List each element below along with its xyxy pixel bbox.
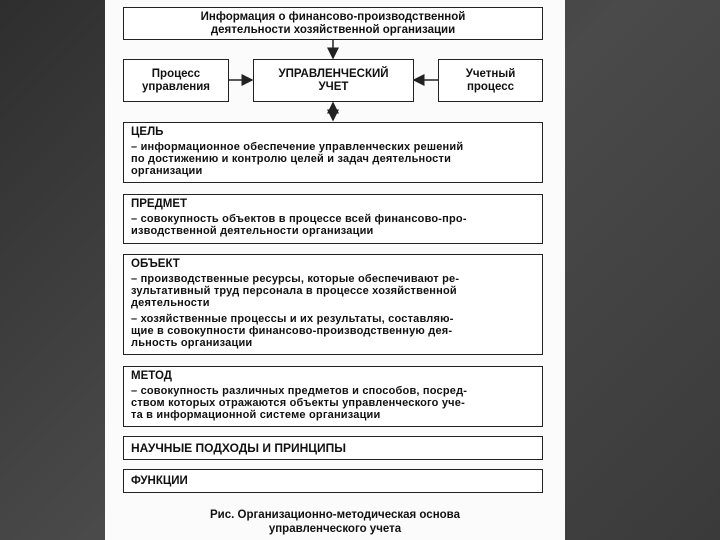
subject-title: ПРЕДМЕТ bbox=[131, 198, 188, 210]
functions-box bbox=[123, 469, 543, 493]
object-title: ОБЪЕКТ bbox=[131, 258, 180, 270]
goal-line: организации bbox=[131, 165, 203, 177]
info-line-2: деятельности хозяйственной организации bbox=[210, 23, 456, 36]
object-box bbox=[123, 254, 543, 355]
object-line: щие в совокупности финансово-производственную дея- bbox=[131, 325, 453, 337]
box-line: процесс bbox=[466, 80, 515, 93]
object-line: льность организации bbox=[131, 337, 253, 349]
method-line: та в информационной системе организации bbox=[131, 409, 381, 421]
caption-line: Рис. Организационно-методическая основа bbox=[210, 509, 460, 521]
approaches-title: НАУЧНЫЕ ПОДХОДЫ И ПРИНЦИПЫ bbox=[131, 441, 347, 455]
management-accounting-box bbox=[253, 59, 414, 102]
box-line: Учетный bbox=[465, 67, 516, 80]
method-line: – совокупность различных предметов и способов, посред- bbox=[131, 385, 468, 397]
method-line: ством которых отражаются объекты управленческого уче- bbox=[131, 397, 465, 409]
management-process-box bbox=[123, 59, 229, 102]
object-line: – хозяйственные процессы и их результаты, составляю- bbox=[131, 313, 454, 325]
goal-title: ЦЕЛЬ bbox=[131, 126, 164, 138]
object-line: деятельности bbox=[131, 297, 210, 309]
box-line: Процесс bbox=[151, 67, 201, 80]
figure-caption bbox=[105, 508, 565, 536]
accounting-process-box bbox=[438, 59, 543, 102]
approaches-box bbox=[123, 436, 543, 460]
caption-line: управленческого учета bbox=[268, 523, 402, 535]
box-line: УЧЕТ bbox=[318, 80, 349, 93]
subject-line: изводственной деятельности организации bbox=[131, 225, 374, 237]
goal-box bbox=[123, 122, 543, 183]
slide-page bbox=[105, 0, 565, 540]
subject-line: – совокупность объектов в процессе всей финансово-про- bbox=[131, 213, 467, 225]
info-box bbox=[123, 7, 543, 40]
goal-line: – информационное обеспечение управленческих решений bbox=[131, 141, 464, 153]
box-line: управления bbox=[142, 80, 210, 93]
info-line-1: Информация о финансово-производственной bbox=[200, 10, 466, 23]
subject-box bbox=[123, 194, 543, 244]
object-line: зультативный труд персонала в процессе хозяйственной bbox=[131, 285, 457, 297]
functions-title: ФУНКЦИИ bbox=[131, 475, 188, 487]
box-line: УПРАВЛЕНЧЕСКИЙ bbox=[278, 67, 389, 80]
method-box bbox=[123, 366, 543, 427]
method-title: МЕТОД bbox=[131, 370, 172, 382]
object-line: – производственные ресурсы, которые обеспечивают ре- bbox=[131, 273, 460, 285]
goal-line: по достижению и контролю целей и задач деятельности bbox=[131, 153, 452, 165]
